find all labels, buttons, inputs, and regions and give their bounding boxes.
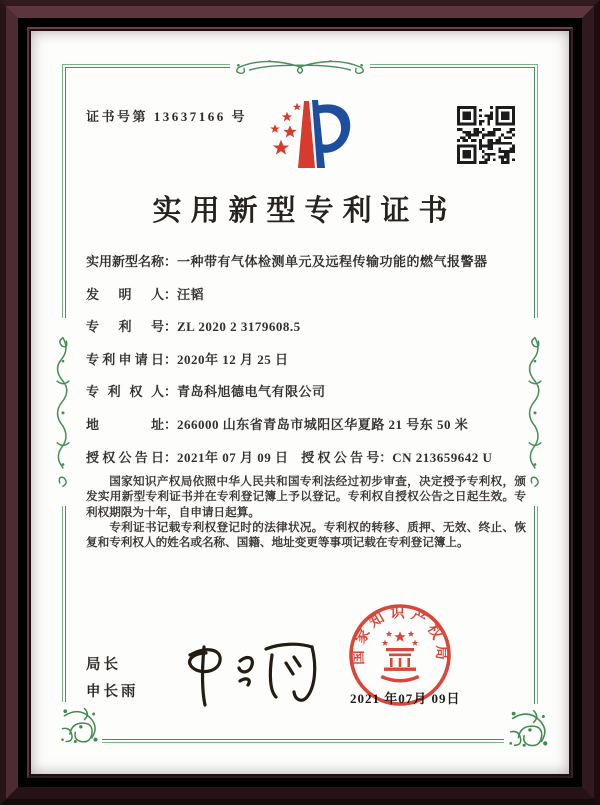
field-value: 青岛科旭德电气有限公司 <box>177 384 326 400</box>
field-colon: ： <box>164 286 178 302</box>
field-patent-name <box>86 246 530 279</box>
qr-code <box>457 106 515 169</box>
field-label: 专利权人 <box>86 384 164 400</box>
certificate-title: 实用新型专利证书 <box>152 195 457 227</box>
seal-emblem <box>381 631 420 683</box>
field-label: 授权公告号 <box>301 449 380 465</box>
legal-paragraph-2: 专利证书记载专利权登记时的法律状况。专利权的转移、质押、无效、终止、恢复和专利权人的姓名或名称、国籍、地址变更等事项记载在专利登记簿上。 <box>86 520 526 550</box>
field-colon: ： <box>164 416 178 432</box>
field-value: 2020年 12 月 25 日 <box>177 351 289 367</box>
legal-text <box>86 474 526 550</box>
field-colon: ： <box>164 384 178 400</box>
cnipa-logo-icon <box>256 98 352 185</box>
border-ornament-bottom-right <box>504 704 552 752</box>
certificate-number: 证书号第 13637166 号 <box>86 109 248 124</box>
signoff-block <box>86 652 139 706</box>
field-inventor <box>86 279 530 312</box>
field-filing-date <box>86 344 530 377</box>
official-seal-icon <box>346 601 454 714</box>
field-grant-row <box>86 442 530 475</box>
field-colon: ： <box>164 449 178 465</box>
field-value: 汪韬 <box>177 286 205 302</box>
field-colon: ： <box>164 319 178 335</box>
field-patentee <box>86 376 530 409</box>
field-list <box>86 246 530 474</box>
field-colon: ： <box>379 449 393 465</box>
field-colon: ： <box>164 351 178 367</box>
field-label: 实用新型名称 <box>86 254 165 269</box>
border-flourish-left <box>52 318 74 506</box>
field-value: 一种带有气体检测单元及远程传输功能的燃气报警器 <box>177 254 488 269</box>
legal-paragraph-1: 国家知识产权局依照中华人民共和国专利法经过初步审查，决定授予专利权，颁发实用新型专利证书并在专利登记簿上予以登记。专利权自授权公告之日起生效。专利权期限为十年，自申请日起算。 <box>86 475 526 519</box>
field-grant-no <box>301 450 492 465</box>
field-patent-no <box>86 311 530 344</box>
director-signature-icon <box>168 633 318 718</box>
field-address <box>86 409 530 442</box>
field-value: 2021年 07 月 09 日 <box>177 449 289 465</box>
field-value: ZL 2020 2 3179608.5 <box>177 319 301 335</box>
seal-date: 2021 年07月 09日 <box>350 691 461 706</box>
border-flourish-top <box>230 55 370 77</box>
director-title: 局长 <box>86 657 121 673</box>
seal-ring-text: 国家知识产权局 <box>350 605 450 665</box>
field-value: 266000 山东省青岛市城阳区华夏路 21 号东 50 米 <box>177 416 469 432</box>
director-name: 申长雨 <box>86 684 139 700</box>
field-label: 地址 <box>86 416 164 432</box>
field-value: CN 213659642 U <box>392 449 493 465</box>
field-label: 授权公告日 <box>86 449 164 465</box>
field-label: 专利号 <box>86 319 164 335</box>
field-grant-date <box>86 442 298 475</box>
field-label: 专利申请日 <box>86 351 164 367</box>
field-colon: ： <box>164 254 178 269</box>
field-label: 发明人 <box>86 286 164 302</box>
border-ornament-bottom-left <box>56 702 102 748</box>
